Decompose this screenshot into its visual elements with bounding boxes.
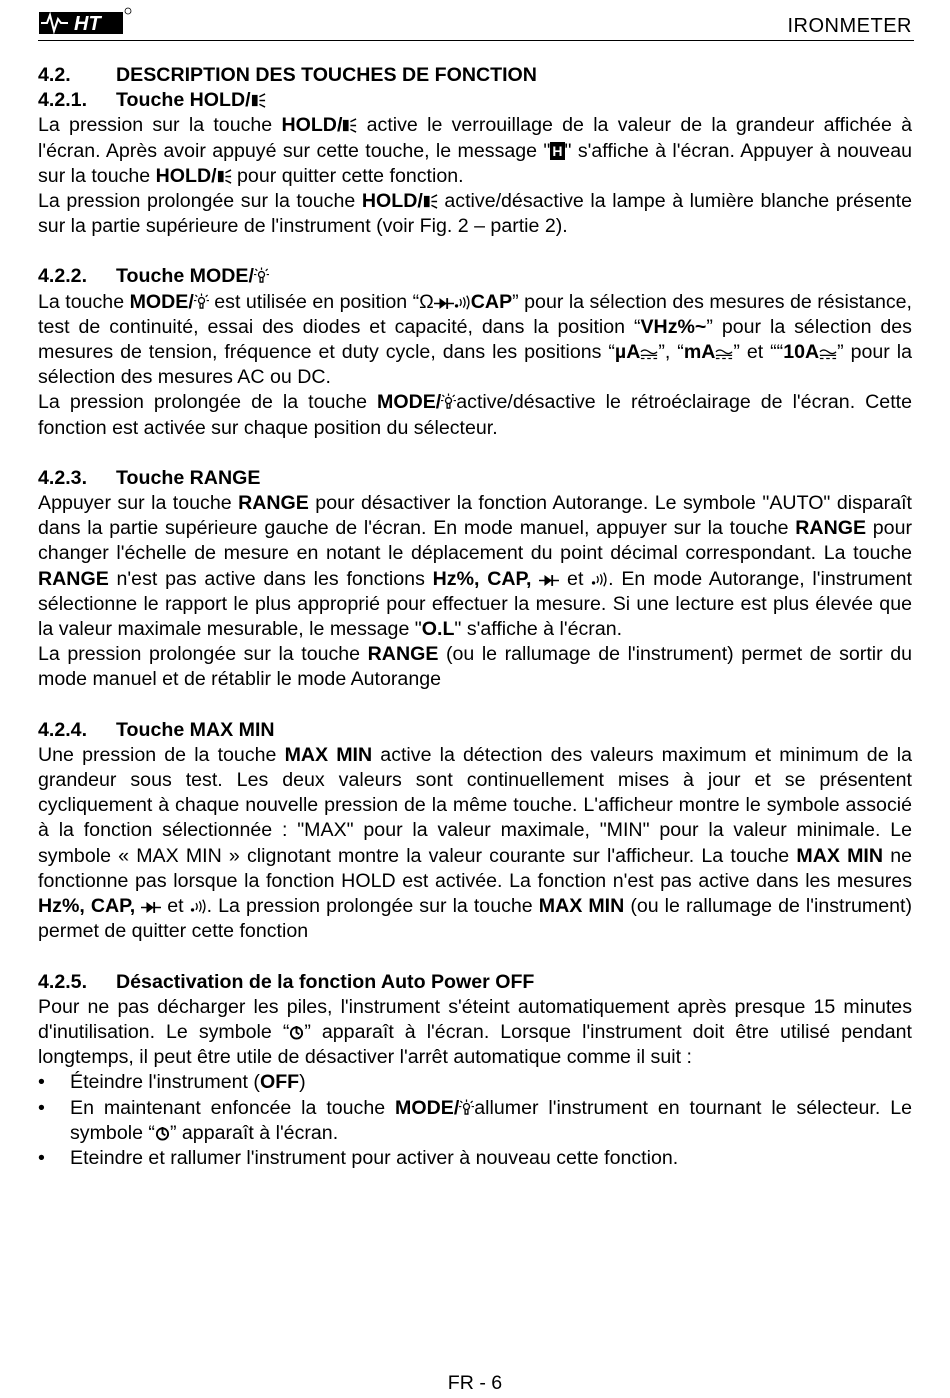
svg-text:HT: HT (74, 13, 101, 35)
ac-dc-icon (640, 349, 658, 360)
list-item: • Eteindre et rallumer l'instrument pour activer à nouveau cette fonction. (38, 1146, 912, 1171)
list-item: • Éteindre l'instrument (OFF) (38, 1070, 912, 1095)
section-heading-4-2-2: 4.2.2. Touche MODE/ (38, 264, 912, 289)
buzzer-icon (190, 899, 207, 914)
backlight-bulb-icon (254, 267, 269, 284)
paragraph: Une pression de la touche MAX MIN active la détection des valeurs maximum et minimum de la grandeur sous test. Les deux valeurs sont continuellement mises à jour et se présentent cycliquement à chaque nouvelle pression de la même touche. L'afficheur montre le symbole associé à la fonction sélectionnée : "MAX" pour la valeur maximale, "MIN" pour la valeur minimale. Le symbole « MAX MIN » clignotant montre la valeur courante sur l'afficheur. La touche MAX MIN ne fonctionne pas lorsque la fonction HOLD est activée. La fonction n'est pas active dans les mesures Hz%, CAP, et . La pression prolongée sur la touche MAX MIN (ou le rallumage de l'instrument) permet de quitter cette fonction (38, 743, 912, 943)
diode-icon (141, 901, 161, 914)
diode-icon (539, 574, 559, 587)
section-heading-4-2-1: 4.2.1. Touche HOLD/ (38, 88, 912, 113)
hold-message-symbol: H (552, 142, 563, 159)
document-body (38, 63, 912, 1171)
bullet-list (38, 1070, 912, 1171)
ht-logo (38, 6, 134, 36)
paragraph: La pression prolongée de la touche MODE/ active/désactive le rétroéclairage de l'écran. Cette fonction est activée sur chaque position du sélecteur. (38, 391, 912, 439)
page-header (38, 6, 914, 41)
backlight-bulb-icon (459, 1099, 474, 1116)
hold-lamp-icon (423, 194, 438, 209)
ohm-symbol: Ω (419, 290, 434, 313)
section-heading-4-2-5: 4.2.5. Désactivation de la fonction Auto Power OFF (38, 970, 535, 993)
paragraph: La pression sur la touche HOLD/ active le verrouillage de la valeur de la grandeur affichée à l'écran. Après avoir appuyé sur cette touche, le message " H " s'affiche à l'écran. Appuyer à nouveau sur la touche HOLD/ pour quitter cette fonction. (38, 114, 912, 187)
paragraph: Pour ne pas décharger les piles, l'instrument s'éteint automatiquement après presque 15 minutes d'inutilisation. Le symbole “ ” apparaît à l'écran. Lorsque l'instrument doit être utilisé pendant longtemps, il peut être utile de désactiver l'arrêt automatique comme il suit : (38, 995, 912, 1069)
ac-dc-icon (715, 349, 733, 360)
paragraph: La pression prolongée sur la touche HOLD/ active/désactive la lampe à lumière blanche présente sur la partie supérieure de l'instrument (voir Fig. 2 – partie 2). (38, 190, 912, 238)
section-heading-4-2: 4.2. DESCRIPTION DES TOUCHES DE FONCTION (38, 64, 537, 86)
page-number: FR - 6 (447, 1372, 503, 1394)
backlight-bulb-icon (441, 393, 456, 410)
auto-power-off-icon (289, 1025, 304, 1040)
brand-name: IRONMETER (787, 15, 912, 37)
hold-lamp-icon (251, 93, 266, 108)
auto-power-off-icon (155, 1126, 170, 1141)
buzzer-icon (591, 572, 608, 587)
hold-lamp-icon (342, 118, 357, 133)
diode-icon (434, 297, 454, 310)
paragraph: Appuyer sur la touche RANGE pour désactiver la fonction Autorange. Le symbole "AUTO" disparaît dans la partie supérieure gauche de l'écran. En mode manuel, appuyer sur la touche RANGE pour changer l'échelle de mesure en notant le déplacement du point décimal correspondant. La touche RANGE n'est pas active dans les fonctions Hz%, CAP, et . En mode Autorange, l'instrument sélectionne le rapport le plus approprié pour effectuer la mesure. Si une lecture est plus élevée que la valeur maximale mesurable, le message "O.L" s'affiche à l'écran. (38, 492, 912, 641)
section-heading-4-2-3: 4.2.3. Touche RANGE (38, 466, 261, 489)
list-item: • En maintenant enfoncée la touche MODE/ allumer l'instrument en tournant le sélecteur. Le symbole “ ” apparaît à l'écran. (38, 1096, 912, 1146)
backlight-bulb-icon (194, 293, 209, 310)
hold-lamp-icon (217, 169, 232, 184)
paragraph: La pression prolongée sur la touche RANGE (ou le rallumage de l'instrument) permet de sortir du mode manuel et de rétablir le mode Autorange (38, 643, 912, 691)
ac-dc-icon (819, 349, 837, 360)
paragraph: La touche MODE/ est utilisée en position “Ω CAP” pour la sélection des mesures de résistance, test de continuité, essai des diodes et capacité, dans la position “VHz%~” pour la sélection des mesures de tension, fréquence et duty cycle, dans les positions “µA ”, “mA ” et ““10A ” pour la sélection des mesures AC ou DC. (38, 290, 913, 389)
section-heading-4-2-4: 4.2.4. Touche MAX MIN (38, 718, 275, 741)
buzzer-icon (454, 295, 471, 310)
